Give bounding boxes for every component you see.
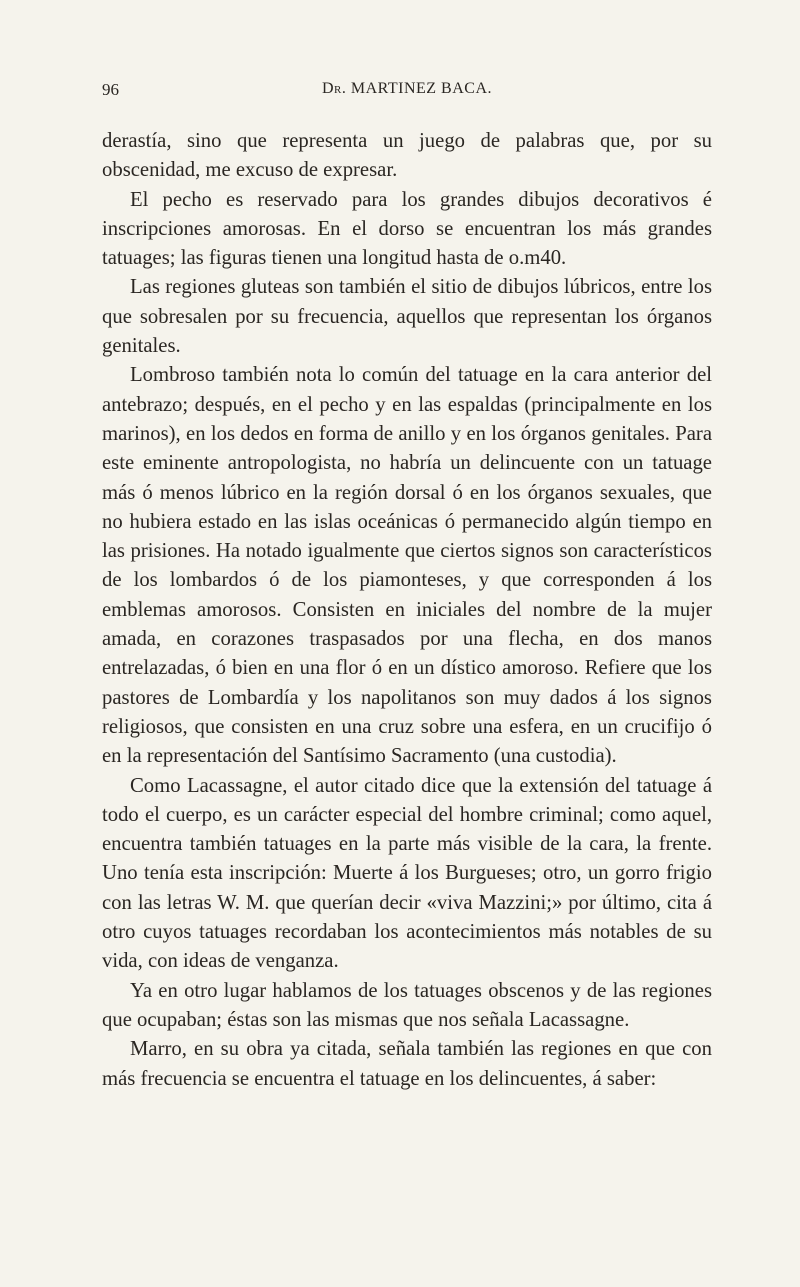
body-text xyxy=(102,127,712,1094)
page-number: 96 xyxy=(102,80,119,99)
paragraph-pecho: El pecho es reservado para los grandes dibujos decorativos é inscripciones amorosas. En el dorso se encuentran los más grandes tatuages; las figuras tienen una longitud hasta de o.m40. xyxy=(102,188,712,270)
paragraph-tatuages-obscenos: Ya en otro lugar hablamos de los tatuages obscenos y de las regiones que ocupaban; éstas son las mismas que nos señala Lacassagne. xyxy=(102,979,712,1031)
paragraph-marro: Marro, en su obra ya citada, señala también las regiones en que con más frecuencia se encuentra el tatuage en los delincuentes, á saber: xyxy=(102,1038,712,1090)
paragraph-lombroso: Lombroso también nota lo común del tatuage en la cara anterior del antebrazo; después, en el pecho y en las espaldas (principalmente en los marinos), en los dedos en forma de anillo y en los órganos genitales. Para este eminente antropologista, no habría un delincuente con un tatuage más ó menos lúbrico en la región dorsal ó en los órganos sexuales, que no hubiera estado en las islas oceánicas ó permanecido algún tiempo en las prisiones. Ha notado igualmente que ciertos signos son característicos de los lombardos ó de los piamonteses, y que corresponden á los emblemas amorosos. Consisten en iniciales del nombre de la mujer amada, en corazones traspasados por una flecha, en dos manos entrelazadas, ó bien en una flor ó en un dístico amoroso. Refiere que los pastores de Lombardía y los napolitanos son muy dados á los signos religiosos, que consisten en una cruz sobre una esfera, en un crucifijo ó en la representación del Santísimo Sacramento (una custodia). xyxy=(102,364,712,768)
paragraph-regiones-gluteas: Las regiones gluteas son también el sitio de dibujos lúbricos, entre los que sobresalen por su frecuencia, aquellos que representan los órganos genitales. xyxy=(102,276,712,358)
running-title: Dr. MARTINEZ BACA. xyxy=(321,80,493,97)
running-head xyxy=(102,80,712,106)
paragraph-lacassagne: Como Lacassagne, el autor citado dice que la extensión del tatuage á todo el cuerpo, es un carácter especial del hombre criminal; como aquel, encuentra también tatuages en la parte más visible de la cara, la frente. Uno tenía esta inscripción: Muerte á los Burgueses; otro, un gorro frigio con las letras W. M. que querían decir «viva Mazzini;» por último, cita á otro cuyos tatuages recordaban los acontecimientos más notables de su vida, con ideas de venganza. xyxy=(102,774,712,973)
paragraph-continuation: derastía, sino que representa un juego de palabras que, por su obscenidad, me excuso de expresar. xyxy=(102,130,712,182)
